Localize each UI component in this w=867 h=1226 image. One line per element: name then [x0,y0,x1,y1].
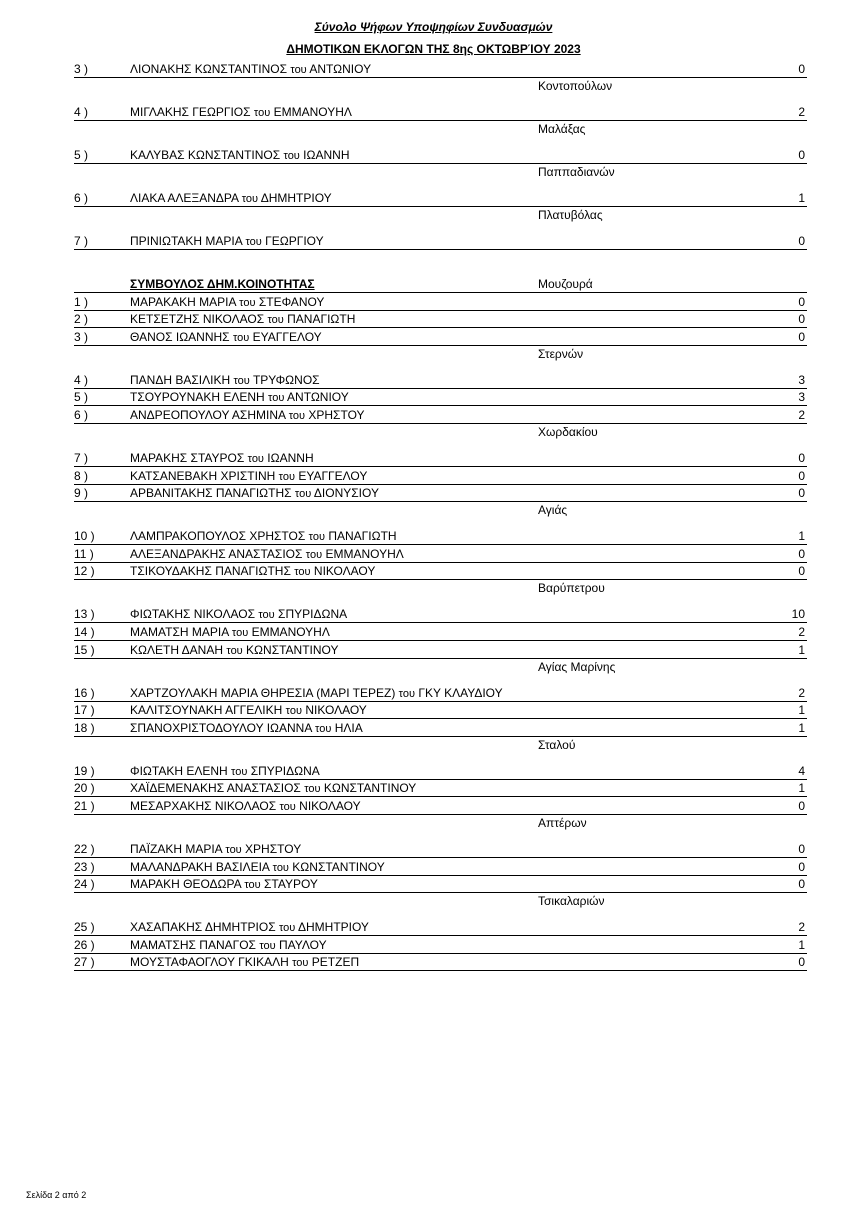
row-number: 18 ) [74,720,95,735]
table-row [74,721,807,737]
vote-count: 1 [798,937,805,952]
row-number: 20 ) [74,781,95,796]
candidate-name: ΜΟΥΣΤΑΦΑΟΓΛΟΥ ΓΚΙΚΑΛΗ [130,955,289,970]
father-name: ΓΚΥ ΚΛΑΥΔΙΟΥ [418,685,503,700]
candidate-name: ΑΡΒΑΝΙΤΑΚΗΣ ΠΑΝΑΓΙΩΤΗΣ [130,486,292,501]
candidate-name-cell [130,62,371,77]
father-name: ΓΕΩΡΓΙΟΥ [265,234,324,248]
vote-count: 0 [798,799,805,813]
father-name: ΕΜΜΑΝΟΥΗΛ [251,625,330,639]
candidate-name: ΦΙΩΤΑΚΗΣ ΝΙΚΟΛΑΟΣ [130,607,256,622]
row-number: 5 ) [74,148,89,162]
of-word: του [288,410,306,422]
row-number: 24 ) [74,877,95,892]
candidate-name: ΚΑΛΙΤΣΟΥΝΑΚΗ ΑΓΓΕΛΙΚΗ [130,703,283,718]
table-row [74,234,807,250]
page-subtitle: ΔΗΜΟΤΙΚΩΝ ΕΚΛΟΓΩΝ ΤΗΣ 8ης ΟΚΤΩΒΡΊΟΥ 2023 [286,42,581,56]
table-row [74,842,807,858]
candidate-name: ΑΝΔΡΕΟΠΟΥΛΟΥ ΑΣΗΜΙΝΑ [130,408,286,422]
row-number: 11 ) [74,546,94,561]
candidate-name: ΜΑΡΑΚΗΣ ΣΤΑΥΡΟΣ [130,451,245,465]
row-number: 13 ) [74,607,95,622]
vote-count: 0 [798,842,805,856]
row-number: 3 ) [74,329,89,344]
locality-label: Πλατυβόλας [538,208,603,222]
vote-count: 0 [798,546,805,561]
candidate-name: ΠΑΝΔΗ ΒΑΣΙΛΙΚΗ [130,372,231,387]
vote-count: 2 [798,685,805,700]
of-word: του [315,722,332,735]
candidate-name: ΜΑΜΑΤΣΗΣ ΠΑΝΑΓΟΣ [130,937,256,952]
candidate-name-cell [130,625,330,640]
table-row [74,529,807,545]
candidate-name-cell [130,469,367,484]
candidate-name: ΧΑΡΤΖΟΥΛΑΚΗ ΜΑΡΙΑ ΘΗΡΕΣΙΑ (ΜΑΡΙ ΤΕΡΕΖ) [130,685,396,700]
table-row [74,920,807,936]
of-word: του [308,531,325,544]
row-number: 7 ) [74,451,89,465]
of-word: του [247,453,264,465]
of-word: του [232,331,250,344]
candidate-name-cell [130,191,332,206]
candidate-name-cell [130,842,301,857]
row-number: 14 ) [74,625,95,639]
father-name: ΠΑΥΛΟΥ [279,937,327,952]
of-word: του [272,861,289,874]
vote-count: 3 [798,390,805,405]
of-word: του [245,236,262,248]
father-name: ΑΝΤΩΝΙΟΥ [309,62,372,76]
candidate-name: ΠΑΪΖΑΚΗ ΜΑΡΙΑ [130,842,223,856]
father-name: ΚΩΝΣΤΑΝΤΙΝΟΥ [246,642,339,657]
candidate-name: ΠΡΙΝΙΩΤΑΚΗ ΜΑΡΙΑ [130,234,243,248]
candidate-name-cell [130,234,324,249]
candidate-name: ΦΙΩΤΑΚΗ ΕΛΕΝΗ [130,763,228,778]
section-heading-row [74,277,807,293]
father-name: ΗΛΙΑ [334,720,363,735]
table-row [74,312,807,328]
row-number: 7 ) [74,234,89,248]
father-name: ΙΩΑΝΝΗ [267,451,314,465]
vote-count: 2 [798,408,805,422]
row-number: 26 ) [74,937,95,952]
row-number: 23 ) [74,859,95,874]
vote-count: 0 [798,62,805,76]
vote-count: 0 [798,468,805,483]
candidate-name-cell [130,373,320,388]
of-word: του [253,107,271,119]
of-word: του [292,957,309,970]
table-row [74,373,807,389]
row-number: 17 ) [74,703,95,718]
candidate-name: ΧΑΣΑΠΑΚΗΣ ΔΗΜΗΤΡΙΟΣ [130,920,276,935]
locality-label: Στερνών [538,346,584,361]
of-word: του [294,566,311,579]
of-word: του [305,548,323,561]
table-row [74,564,807,580]
vote-count: 1 [798,191,805,205]
father-name: ΣΤΑΥΡΟΥ [264,877,318,892]
candidate-name-cell [130,408,365,423]
candidate-name-cell [130,955,359,970]
table-row [74,607,807,623]
vote-count: 2 [798,105,805,119]
row-number: 22 ) [74,842,95,856]
vote-count: 0 [798,234,805,248]
candidate-name: ΚΕΤΣΕΤΖΗΣ ΝΙΚΟΛΑΟΣ [130,312,265,327]
row-number: 19 ) [74,763,95,778]
locality-label: Αγιάς [538,503,568,518]
candidate-name: ΜΑΛΑΝΔΡΑΚΗ ΒΑΣΙΛΕΙΑ [130,859,270,874]
candidate-name: ΜΑΡΑΚΑΚΗ ΜΑΡΙΑ [130,294,236,309]
of-word: του [278,922,296,935]
of-word: του [244,879,261,892]
row-number: 6 ) [74,408,89,422]
candidate-name: ΜΙΓΛΑΚΗΣ ΓΕΩΡΓΙΟΣ [130,105,251,119]
candidate-name-cell [130,330,322,345]
candidate-name-cell [130,451,314,466]
row-number: 21 ) [74,799,95,813]
row-number: 2 ) [74,312,89,327]
vote-count: 2 [798,625,805,639]
section-heading: ΣΥΜΒΟΥΛΟΣ ΔΗΜ.ΚΟΙΝΟΤΗΤΑΣ [130,277,315,291]
table-row [74,148,807,164]
vote-count: 1 [798,529,805,544]
candidate-name-cell [130,764,320,779]
father-name: ΑΝΤΩΝΙΟΥ [287,390,349,405]
of-word: του [283,150,300,162]
of-word: του [225,844,242,856]
candidate-name: ΚΑΤΣΑΝΕΒΑΚΗ ΧΡΙΣΤΙΝΗ [130,468,276,483]
of-word: του [239,296,256,309]
candidate-name: ΜΕΣΑΡΧΑΚΗΣ ΝΙΚΟΛΑΟΣ [130,799,277,813]
row-number: 4 ) [74,105,89,119]
candidate-name-cell [130,781,416,796]
candidate-name-cell [130,105,352,120]
candidate-name: ΑΛΕΞΑΝΔΡΑΚΗΣ ΑΝΑΣΤΑΣΙΟΣ [130,546,303,561]
vote-count: 0 [798,859,805,874]
locality-label: Μουζουρά [538,277,593,291]
father-name: ΕΥΑΓΓΕΛΟΥ [298,468,368,483]
table-row [74,877,807,893]
locality-label: Απτέρων [538,816,587,830]
locality-label: Χωρδακίου [538,425,598,439]
table-row [74,625,807,641]
locality-label: Μαλάξας [538,122,586,136]
candidate-name: ΚΑΛΥΒΑΣ ΚΩΝΣΤΑΝΤΙΝΟΣ [130,148,281,162]
row-number: 3 ) [74,62,89,76]
candidate-name: ΜΑΡΑΚΗ ΘΕΟΔΩΡΑ [130,877,241,892]
of-word: του [398,687,415,700]
candidate-name-cell [130,920,369,935]
candidate-name: ΤΣΙΚΟΥΔΑΚΗΣ ΠΑΝΑΓΙΩΤΗΣ [130,564,291,579]
father-name: ΙΩΑΝΝΗ [303,148,350,162]
candidate-name-cell [130,312,355,327]
table-row [74,860,807,876]
candidate-name: ΛΙΑΚΑ ΑΛΕΞΑΝΔΡΑ [130,191,239,205]
row-number: 16 ) [74,685,95,700]
table-row [74,781,807,797]
vote-count: 0 [798,877,805,892]
row-number: 25 ) [74,920,95,935]
table-row [74,451,807,467]
candidate-name-cell [130,799,361,814]
row-number: 5 ) [74,390,89,405]
table-row [74,955,807,971]
row-number: 15 ) [74,642,95,657]
of-word: του [259,939,276,952]
father-name: ΠΑΝΑΓΙΩΤΗ [328,529,397,544]
vote-count: 0 [798,312,805,327]
candidate-name-cell [130,547,404,562]
vote-count: 3 [798,372,805,387]
of-word: του [231,765,248,778]
vote-count: 0 [798,564,805,579]
candidate-name-cell [130,529,397,544]
vote-count: 0 [798,451,805,465]
vote-count: 1 [798,642,805,657]
father-name: ΚΩΝΣΤΑΝΤΙΝΟΥ [323,781,417,796]
page-title: Σύνολο Ψήφων Υποψηφίων Συνδυασμών [314,20,553,34]
of-word: του [258,609,275,622]
father-name: ΔΗΜΗΤΡΙΟΥ [297,920,369,935]
candidate-name: ΤΣΟΥΡΟΥΝΑΚΗ ΕΛΕΝΗ [130,390,265,405]
of-word: του [231,627,249,639]
vote-count: 1 [798,720,805,735]
father-name: ΣΠΥΡΙΔΩΝΑ [250,763,320,778]
father-name: ΕΥΑΓΓΕΛΟΥ [252,329,322,344]
table-row [74,469,807,485]
candidate-name-cell [130,877,318,892]
vote-count: 4 [798,763,805,778]
of-word: του [233,374,250,387]
candidate-name: ΛΑΜΠΡΑΚΟΠΟΥΛΟΣ ΧΡΗΣΤΟΣ [130,529,306,544]
candidate-name-cell [130,703,367,718]
locality-label: Κοντοπούλων [538,79,613,93]
row-number: 10 ) [74,529,95,544]
candidate-name-cell [130,390,349,405]
vote-count: 1 [798,781,805,796]
father-name: ΣΤΕΦΑΝΟΥ [258,294,325,309]
father-name: ΝΙΚΟΛΑΟΥ [305,703,367,718]
of-word: του [294,488,312,501]
vote-count: 1 [798,703,805,718]
of-word: του [226,644,243,657]
table-row [74,764,807,780]
candidate-name-cell [130,486,379,501]
candidate-name: ΛΙΟΝΑΚΗΣ ΚΩΝΣΤΑΝΤΙΝΟΣ [130,62,288,76]
row-number: 12 ) [74,564,95,579]
candidate-name-cell [130,938,327,953]
table-row [74,330,807,346]
candidate-name: ΚΩΛΕΤΗ ΔΑΝΑΗ [130,642,224,657]
of-word: του [241,193,259,205]
candidate-name-cell [130,721,363,736]
father-name: ΠΑΝΑΓΙΩΤΗ [287,312,356,327]
father-name: ΧΡΗΣΤΟΥ [245,842,302,856]
table-row [74,799,807,815]
father-name: ΝΙΚΟΛΑΟΥ [299,799,361,813]
table-row [74,390,807,406]
candidate-name: ΣΠΑΝΟΧΡΙΣΤΟΔΟΥΛΟΥ ΙΩΑΝΝΑ [130,720,312,735]
father-name: ΕΜΜΑΝΟΥΗΛ [273,105,352,119]
row-number: 4 ) [74,372,89,387]
table-row [74,703,807,719]
of-word: του [290,64,307,76]
father-name: ΔΙΟΝΥΣΙΟΥ [313,486,379,501]
vote-count: 0 [798,294,805,309]
of-word: του [278,470,295,483]
table-row [74,62,807,78]
candidate-name-cell [130,564,375,579]
candidate-name: ΧΑΪΔΕΜΕΝΑΚΗΣ ΑΝΑΣΤΑΣΙΟΣ [130,781,301,796]
father-name: ΕΜΜΑΝΟΥΗΛ [325,546,404,561]
vote-count: 0 [798,148,805,162]
table-row [74,643,807,659]
vote-count: 0 [798,486,805,501]
locality-label: Βαρύπετρου [538,581,605,596]
father-name: ΧΡΗΣΤΟΥ [308,408,365,422]
table-row [74,938,807,954]
row-number: 27 ) [74,955,95,970]
of-word: του [268,392,285,405]
table-row [74,105,807,121]
row-number: 1 ) [74,294,89,309]
locality-label: Τσικαλαριών [538,894,605,909]
table-row [74,547,807,563]
vote-count: 10 [791,607,805,622]
candidate-name-cell [130,686,503,701]
table-row [74,191,807,207]
page-footer: Σελίδα 2 από 2 [26,1190,87,1200]
row-number: 8 ) [74,468,89,483]
of-word: του [267,314,284,327]
father-name: ΤΡΥΦΩΝΟΣ [252,372,320,387]
candidate-name-cell [130,860,385,875]
father-name: ΡΕΤΖΕΠ [311,955,360,970]
vote-count: 2 [798,920,805,935]
table-row [74,486,807,502]
father-name: ΣΠΥΡΙΔΩΝΑ [278,607,348,622]
candidate-name-cell [130,148,349,163]
candidate-name: ΜΑΜΑΤΣΗ ΜΑΡΙΑ [130,625,229,639]
locality-label: Αγίας Μαρίνης [538,659,616,674]
row-number: 9 ) [74,486,89,501]
father-name: ΚΩΝΣΤΑΝΤΙΝΟΥ [292,859,385,874]
candidate-name: ΘΑΝΟΣ ΙΩΑΝΝΗΣ [130,329,230,344]
of-word: του [279,801,296,813]
table-row [74,408,807,424]
father-name: ΝΙΚΟΛΑΟΥ [313,564,376,579]
of-word: του [304,783,321,796]
candidate-name-cell [130,643,339,658]
candidate-name-cell [130,295,324,310]
locality-label: Σταλού [538,737,576,752]
candidate-name-cell [130,607,347,622]
table-row [74,686,807,702]
father-name: ΔΗΜΗΤΡΙΟΥ [260,191,332,205]
vote-count: 0 [798,329,805,344]
table-row [74,295,807,311]
locality-label: Παππαδιανών [538,165,615,179]
vote-count: 0 [798,955,805,970]
row-number: 6 ) [74,191,89,205]
of-word: του [285,705,302,718]
